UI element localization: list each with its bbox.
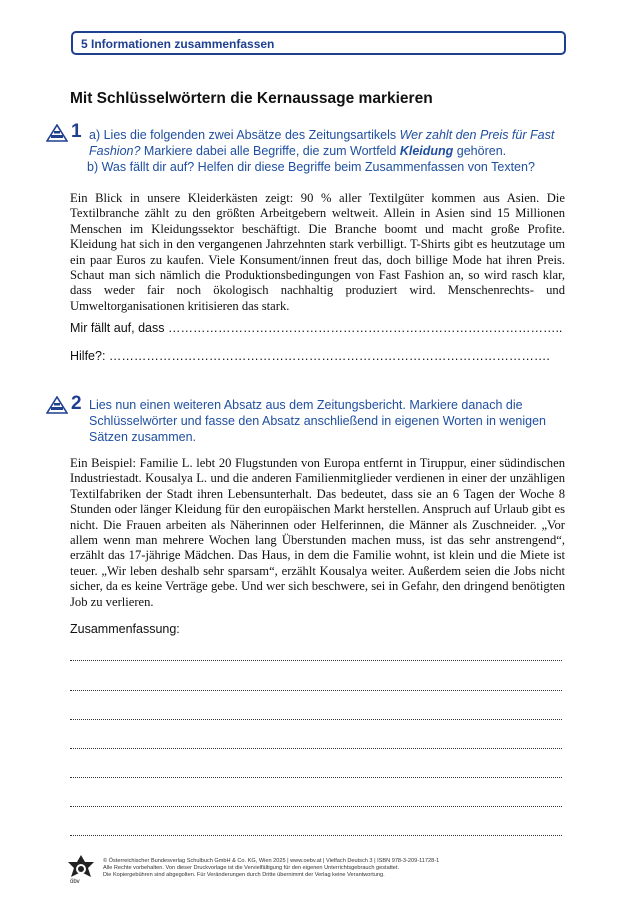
summary-line-7[interactable] xyxy=(70,835,562,836)
summary-line-3[interactable] xyxy=(70,719,562,720)
summary-line-5[interactable] xyxy=(70,777,562,778)
summary-line-6[interactable] xyxy=(70,806,562,807)
task-1-number: 1 xyxy=(71,121,82,142)
article-paragraph-2: Ein Beispiel: Familie L. lebt 20 Flugstunden von Europa entfernt in Tiruppur, einer südindischen Industriestadt. Kousalya L. und die anderen Familienmitglieder verdienen in einer der unzähligen Textilfabriken der Stadt ihren Lebensunterhalt. Das bedeutet, dass sie an 6 Tagen der Woche 8 Stunden oder länger Kleidung für den europäischen Markt herstellen. Anspruch auf Urlaub gibt es nicht. Die Frauen arbeiten als Näherinnen oder Helferinnen, die Männer als Zuschneider. „Vor allem wenn man mehrere Wochen lang Überstunden machen muss, ist das sehr anstrengend“, erzählt das 17-jährige Mädchen. Das Haus, in dem die Familie wohnt, ist klein und die Miete ist teuer. „Wir leben deshalb sehr sparsam“, erzählt Kousalya weiter. Außerdem seien die Jobs nicht sicher, da es keine Verträge gebe. Und wer sich beschwere, sei in Gefahr, den dringend benötigten Job zu verlieren. xyxy=(70,456,565,609)
footer-line-1: © Österreichischer Bundesverlag Schulbuch GmbH & Co. KG, Wien 2025 | www.oebv.at | Vielfach Deutsch 3 | ISBN 978-3-209-11728-1 xyxy=(103,858,440,864)
summary-label: Zusammenfassung: xyxy=(70,622,180,636)
answer-line-help: Hilfe?: ……………………………………………………………………………………………. xyxy=(70,349,550,363)
difficulty-level-icon xyxy=(46,124,68,142)
chapter-title: 5 Informationen zusammenfassen xyxy=(81,37,275,51)
task-2-instruction: Lies nun einen weiteren Absatz aus dem Zeitungsbericht. Markiere danach die Schlüsselwörter und fasse den Absatz anschließend in eigenen Worten in wenigen Sätzen zusammen. xyxy=(89,398,546,444)
footer-copyright xyxy=(103,858,439,879)
oebv-logo-icon xyxy=(66,854,96,884)
task-1-instruction-b: b) Was fällt dir auf? Helfen dir diese Begriffe beim Zusammenfassen von Texten? xyxy=(87,160,535,174)
summary-line-4[interactable] xyxy=(70,748,562,749)
chapter-header xyxy=(71,31,566,55)
page-title: Mit Schlüsselwörtern die Kernaussage markieren xyxy=(70,90,433,107)
svg-text:öbv: öbv xyxy=(70,879,80,884)
article-paragraph-1: Ein Blick in unsere Kleiderkästen zeigt: 90 % aller Textilgüter kommen aus Asien. Die Textilbranche zählt zu den größten Arbeitgebern weltweit. Allein in Asien sind 15 Millionen Menschen im Kleidungssektor beschäftigt. Die Branche boomt und macht große Profite. Kleidung hat sich in den vergangenen Jahrzehnten stark verbilligt. T-Shirts gibt es heutzutage um ein paar Euros zu kaufen. Viele Konsument/innen freut das, doch billige Mode hat ihren Preis. Schaut man sich nämlich die Produktionsbedingungen von Fast Fashion an, so wird rasch klar, dass weder fair noch ökologisch nachhaltig produziert wird. Menschenrechts- und Umweltorganisationen kritisieren das stark. xyxy=(70,191,565,313)
footer-line-2: Alle Rechte vorbehalten. Von dieser Druckvorlage ist die Vervielfältigung für den eigenen Unterrichtsgebrauch gestattet. xyxy=(103,865,400,871)
task-2-number: 2 xyxy=(71,393,82,414)
difficulty-level-icon-2 xyxy=(46,396,68,414)
task-1-instruction-a: a) Lies die folgenden zwei Absätze des Zeitungsartikels Wer zahlt den Preis für Fast Fashion? Markiere dabei alle Begriffe, die zum Wortfeld Kleidung gehören. xyxy=(89,128,555,158)
answer-line-notice: Mir fällt auf, dass ………………………………………………………………………………….. xyxy=(70,321,563,335)
footer-line-3: Die Kopiergebühren sind abgegolten. Für Veränderungen durch Dritte übernimmt der Verlag keine Verantwortung. xyxy=(103,872,385,878)
summary-line-2[interactable] xyxy=(70,690,562,691)
summary-line-1[interactable] xyxy=(70,660,562,661)
